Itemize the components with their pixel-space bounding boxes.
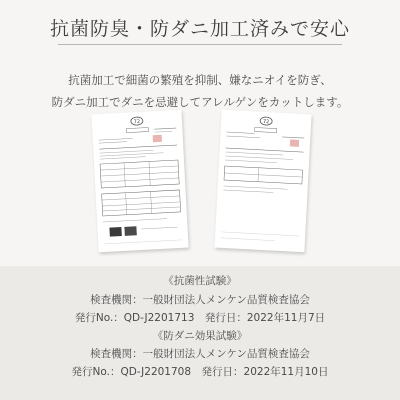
antibacterial-certificate-image <box>91 110 188 253</box>
antimite-certificate-image <box>214 110 311 253</box>
page-title: 抗菌防臭・防ダニ加工済みで安心 <box>49 18 350 40</box>
title-divider <box>58 44 342 45</box>
antimite-test-agency: 検査機関：一般財団法人メンケン品質検査協会 <box>90 348 310 360</box>
antimite-test-heading: 《防ダニ効果試験》 <box>152 330 248 342</box>
description-line-2: 防ダニ加工でダニを忌避してアレルゲンをカットします。 <box>51 95 349 109</box>
antibacterial-test-issue: 発行No.：QD-J2201713 発行日：2022年11月7日 <box>74 312 326 324</box>
antimite-test-issue: 発行No.：QD-J2201708 発行日：2022年11月10日 <box>71 366 329 378</box>
antibacterial-test-heading: 《抗菌性試験》 <box>163 275 237 287</box>
description-line-1: 抗菌加工で細菌の繁殖を抑制、嫌なニオイを防ぎ、 <box>68 73 332 87</box>
certificate-badge: 72 <box>133 118 141 126</box>
certificate-badge: 72 <box>262 118 270 126</box>
antibacterial-test-agency: 検査機関：一般財団法人メンケン品質検査協会 <box>90 294 310 306</box>
